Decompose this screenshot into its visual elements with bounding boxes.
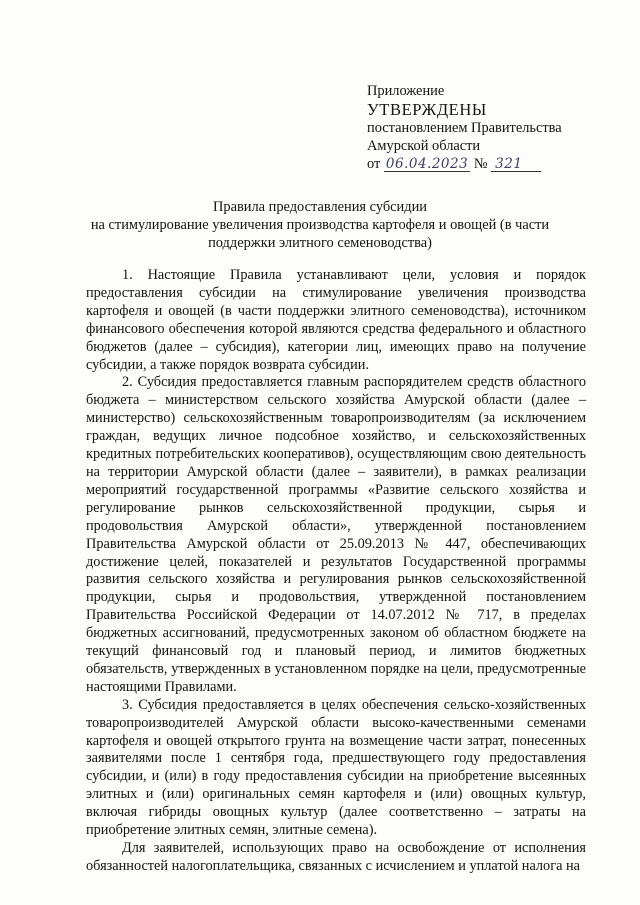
appendix-label: Приложение [367,83,445,99]
paragraph-3: 3. Субсидия предоставляется в целях обеспечения сельско-хозяйственных товаропроизводителей Амурской области высоко-качественными семенами картофеля и овощей открытого грунта на возмещение части затрат, понесенных заявителями после 1 сентября года, предшествующего году предоставления субсидии, и (или) в году предоставления субсидии на приобретение высеянных элитных и (или) оригинальных семян картофеля и (или) овощных культур, включая гибриды овощных культур (далее соответственно – затраты на приобретение элитных семян, элитные семена). [86,696,586,839]
document-body [86,267,586,876]
approval-region: Амурской области [367,138,481,154]
title-line-3: поддержки элитного семеноводства) [208,235,432,251]
title-line-1: Правила предоставления субсидии [213,199,427,215]
appendix-block [367,82,617,173]
approval-authority: постановлением Правительства [367,120,562,136]
paragraph-1: 1. Настоящие Правила устанавливают цели, условия и порядок предоставления субсидии на стимулирование увеличения производства картофеля и овощей (в части поддержки элитного семеноводства), источником финансового обеспечения которой являются средства федерального и областного бюджетов (далее – субсидия), категории лиц, имеющих право на получение субсидии, а также порядок возврата субсидии. [86,267,586,373]
handwritten-number: 321 [491,157,541,172]
paragraph-4: Для заявителей, использующих право на освобождение от исполнения обязанностей налогоплательщика, связанных с исчислением и уплатой налога на [86,840,586,874]
approved-heading: УТВЕРЖДЕНЫ [367,100,487,119]
date-prefix: от [367,156,381,172]
paragraph-2: 2. Субсидия предоставляется главным распорядителем средств областного бюджета – министерством сельского хозяйства Амурской области (далее – министерство) сельскохозяйственным товаропроизводителям (за исключением граждан, ведущих личное подсобное хозяйство, и сельскохозяйственных кредитных потребительских кооперативов), осуществляющим свою деятельность на территории Амурской области (далее – заявители), в рамках реализации мероприятий государственной программы «Развитие сельского хозяйства и регулирование рынков сельскохозяйственной продукции, сырья и продовольствия Амурской области», утвержденной постановлением Правительства Амурской области от 25.09.2013 № 447, обеспечивающих достижение целей, показателей и результатов Государственной программы развития сельского хозяйства и регулирования рынков сельскохозяйственной продукции, сырья и продовольствия, утвержденной постановлением Правительства Российской Федерации от 14.07.2012 № 717, в пределах бюджетных ассигнований, предусмотренных законом об областном бюджете на текущий финансовый год и плановый период, и лимитов бюджетных обязательств, утвержденных в установленном порядке на цели, предусмотренные настоящими Правилами. [86,374,586,695]
number-sign: № [473,156,488,172]
document-title [60,198,580,252]
title-line-2: на стимулирование увеличения производства картофеля и овощей (в части [90,217,550,233]
handwritten-date: 06.04.2023 [385,156,469,172]
approval-date-line [367,155,617,173]
